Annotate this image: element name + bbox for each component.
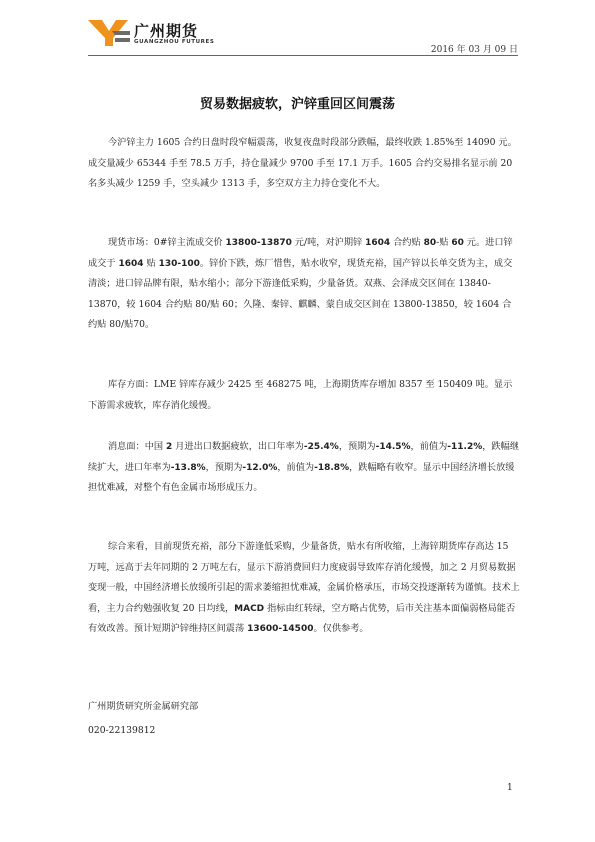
text-run-bold: 13800-13870 bbox=[225, 238, 292, 248]
paragraph-news bbox=[88, 437, 520, 499]
department-signature: 广州期货研究所金属研究部 bbox=[88, 701, 199, 712]
page-number: 1 bbox=[507, 783, 513, 793]
text-run-bold: 13600-14500 bbox=[247, 624, 314, 634]
contact-phone: 020-22139812 bbox=[88, 725, 156, 736]
text-run: 指标由红转绿，空方略占优势，后市关注基本面偏弱格局能否有效改善。预计短期沪锌维持区间震荡 bbox=[88, 602, 516, 634]
text-run-bold: -13.8% bbox=[170, 462, 206, 473]
text-run: 贴 bbox=[143, 257, 159, 269]
text-run-bold: 80 bbox=[423, 238, 437, 248]
report-date: 2016 年 03 月 09 日 bbox=[430, 45, 518, 55]
text-run-bold: 1604 bbox=[365, 238, 391, 248]
text-run-bold: -18.8% bbox=[314, 462, 350, 473]
text-run: 月进出口数据疲软，出口年率为 bbox=[172, 441, 304, 452]
text-run-bold: 2 bbox=[166, 442, 173, 452]
text-run: ，预期为 bbox=[338, 441, 376, 452]
text-run-bold: -12.0% bbox=[242, 462, 278, 473]
text-run-bold: -14.5% bbox=[375, 442, 411, 452]
text-run: 消息面：中国 bbox=[108, 441, 167, 452]
guangzhou-futures-logo-icon bbox=[88, 18, 130, 48]
text-run-bold: -11.2% bbox=[447, 442, 483, 452]
text-run: ，跌幅略有收窄。显示中国经济增长放缓担忧难减，对整个有色金属市场形成压力。 bbox=[88, 461, 515, 493]
text-run: -贴 bbox=[436, 237, 452, 248]
text-run: 现货市场：0#锌主流成交价 bbox=[108, 237, 226, 248]
brand-name: 广州期货 bbox=[134, 22, 199, 40]
text-run: 。锌价下跌，炼厂惜售，贴水收窄，现货充裕，国产锌以长单交货为主，成交清淡；进口锌品牌有限，贴水缩小；部分下游逢低采购，少量备货。双燕、会泽成交区间在 13840-13870，较 1604 合约贴 80/贴 60；久隆、秦锌、麒麟、蒙自成交区间在 13800-13850，较 1604 合约贴 80/贴70。 bbox=[88, 257, 513, 330]
text-run-bold: MACD bbox=[234, 603, 265, 614]
text-run: ，前值为 bbox=[277, 461, 315, 473]
text-run-bold: -25.4% bbox=[303, 442, 339, 452]
text-run: 综合来看，目前现货充裕，部分下游逢低采购，少量备货，贴水有所收缩，上海锌期货库存高达 15 万吨，远高于去年同期的 2 万吨左右，显示下游消费回归力度疲弱导致库存消化缓慢，加之 2 月贸易数据变现一般，中国经济增长放缓所引起的需求萎缩担忧难减，金属价格承压，市场交投逐渐转为谨慎。技术上看，主力合约勉强收复 20 日均线， bbox=[88, 541, 520, 614]
text-run: ，预期为 bbox=[205, 461, 243, 473]
text-run: ，跌幅继续扩大，进口年率为 bbox=[88, 441, 520, 473]
paragraph-inventory: 库存方面：LME 锌库存减少 2425 至 468275 吨，上海期货库存增加 8357 至 150409 吨。显示下游需求疲软，库存消化缓慢。 bbox=[88, 379, 513, 411]
text-run-bold: 1604 bbox=[118, 258, 144, 269]
text-run: 元。进口锌成交于 bbox=[88, 237, 513, 269]
paragraph-market-summary: 今沪锌主力 1605 合约日盘时段窄幅震荡，收复夜盘时段部分跌幅，最终收跌 1.85%至 14090 元。成交量减少 65344 手至 78.5 万手，持仓量减少 9700 手至 17.1 万手。1605 合约交易排名显示前 20 名多头减少 1259 手，空头减少 1313 手，多空双方主力持仓变化不大。 bbox=[88, 137, 517, 189]
paragraph-spot-market bbox=[88, 233, 520, 336]
text-run-bold: 130-100 bbox=[158, 258, 200, 269]
brand-name-english: GUANGZHOU FUTURES bbox=[134, 39, 215, 45]
text-run: ，前值为 bbox=[410, 441, 448, 452]
header-divider bbox=[88, 55, 518, 56]
text-run: 合约贴 bbox=[390, 237, 424, 248]
report-title: 贸易数据疲软，沪锌重回区间震荡 bbox=[199, 97, 395, 112]
text-run: 元/吨，对沪期锌 bbox=[291, 237, 366, 248]
text-run-bold: 60 bbox=[451, 238, 464, 248]
text-run: 。仅供参考。 bbox=[313, 623, 369, 634]
paragraph-conclusion bbox=[88, 537, 520, 640]
